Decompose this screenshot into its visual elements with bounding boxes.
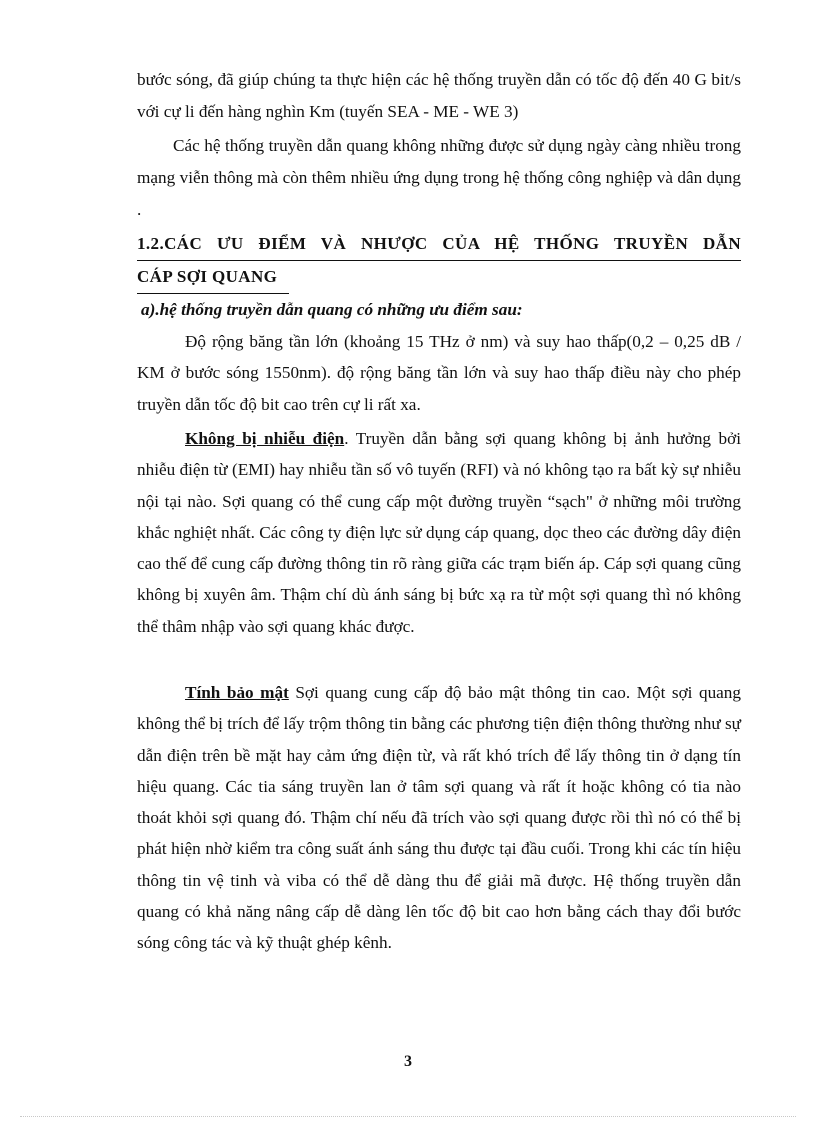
- paragraph-applications: [137, 130, 741, 226]
- page-footer-rule: [20, 1116, 796, 1117]
- paragraph-bandwidth: [137, 326, 741, 420]
- paragraph-body: Sợi quang cung cấp độ bảo mật thông tin cao. Một sợi quang không thể bị trích để lấy trộm thông tin bằng các phương tiện điện thông thường như sự dẫn điện trên bề mặt hay cảm ứng điện từ, và rất khó trích để lấy thông tin ở dạng tín hiệu quang. Các tia sáng truyền lan ở tâm sợi quang và rất ít hoặc không có tia nào thoát khỏi sợi quang đó. Thậm chí nếu đã trích vào sợi quang được rồi thì nó có thể bị phát hiện nhờ kiểm tra công suất ánh sáng thu được tại đầu cuối. Trong khi các tín hiệu thông tin vệ tinh và viba có thể dễ dàng thu để giải mã được. Hệ thống truyền dẫn quang có khả năng nâng cấp dễ dàng lên tốc độ bit cao hơn bằng cách thay đổi bước sóng công tác và kỹ thuật ghép kênh.: [137, 683, 741, 953]
- section-heading-line2: CÁP SỢI QUANG: [137, 261, 289, 294]
- term-no-interference: Không bị nhiễu điện: [185, 429, 345, 448]
- paragraph-no-interference: [137, 423, 741, 642]
- paragraph-security: [137, 677, 741, 959]
- paragraph-text: [137, 677, 741, 959]
- paragraph-text: [137, 423, 741, 642]
- subheading-advantages: a).hệ thống truyền dẫn quang có những ưu điểm sau:: [141, 300, 523, 319]
- paragraph-text: Độ rộng băng tần lớn (khoảng 15 THz ở nm) và suy hao thấp(0,2 – 0,25 dB / KM ở bước sóng 1550nm). độ rộng băng tần lớn và suy hao thấp điều này cho phép truyền dẫn tốc độ bit cao trên cự li rất xa.: [137, 332, 741, 414]
- section-heading-line1: 1.2.CÁC ƯU ĐIỂM VÀ NHƯỢC CỦA HỆ THỐNG TRUYỀN DẪN: [137, 228, 741, 261]
- paragraph-intro-continued: [137, 64, 741, 128]
- paragraph-text: Các hệ thống truyền dẫn quang không những được sử dụng ngày càng nhiều trong mạng viễn thông mà còn thêm nhiều ứng dụng trong hệ thống công nghiệp và dân dụng .: [137, 136, 741, 219]
- section-heading: [137, 228, 741, 294]
- paragraph-body: . Truyền dẫn bằng sợi quang không bị ảnh hưởng bởi nhiễu điện từ (EMI) hay nhiễu tần số vô tuyến (RFI) và nó không tạo ra bất kỳ sự nhiễu nội tại nào. Sợi quang có thể cung cấp một đường truyền “sạch" ở những môi trường khắc nghiệt nhất. Các công ty điện lực sử dụng cáp quang, dọc theo các đường dây điện cao thế để cung cấp đường thông tin rõ ràng giữa các trạm biến áp. Cáp sợi quang cũng không bị xuyên âm. Thậm chí dù ánh sáng bị bức xạ ra từ một sợi quang thì nó không thể thâm nhập vào sợi quang khác được.: [137, 429, 741, 636]
- page-number: 3: [404, 1053, 412, 1070]
- paragraph-text: bước sóng, đã giúp chúng ta thực hiện các hệ thống truyền dẫn có tốc độ đến 40 G bit/s với cự li đến hàng nghìn Km (tuyến SEA - ME - WE 3): [137, 70, 741, 121]
- term-security: Tính bảo mật: [185, 683, 289, 702]
